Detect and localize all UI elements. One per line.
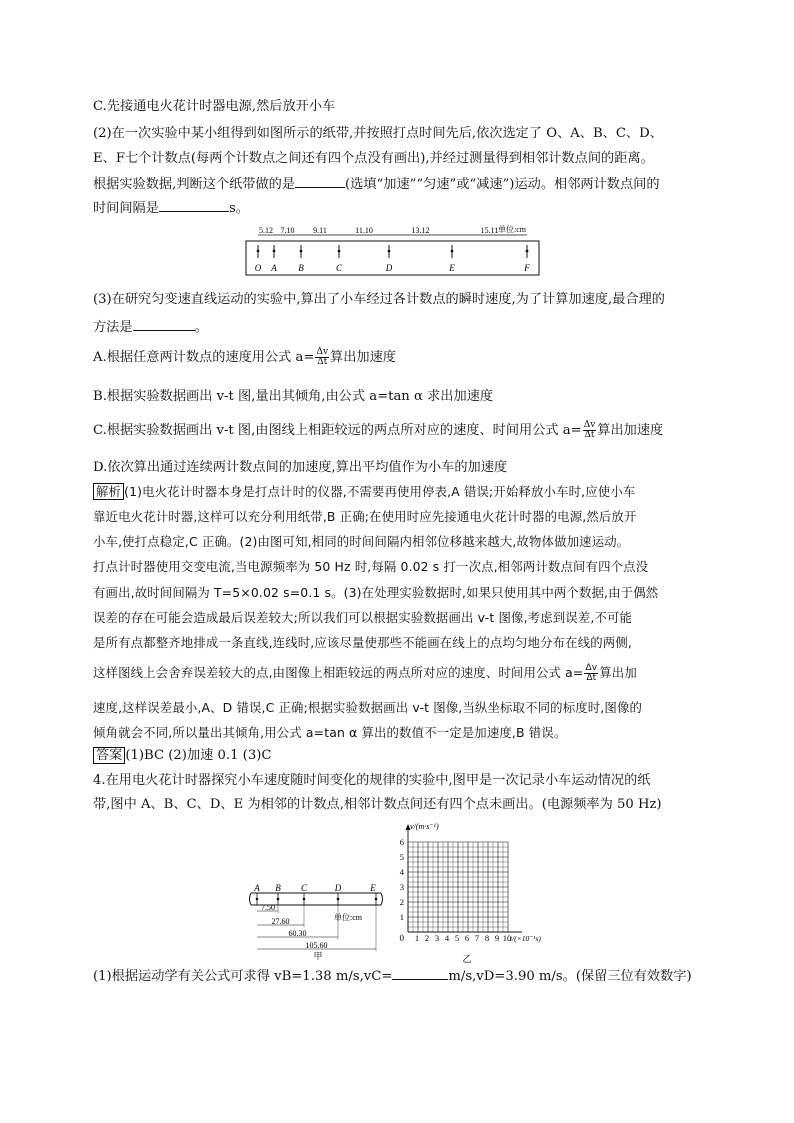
- x-tick-label: 8: [484, 933, 490, 943]
- analysis-line6: 误差的存在可能会造成最后误差较大;所以我们可以根据实验数据画出 v-t 图像,考虑到误差,不可能: [93, 610, 633, 625]
- distance-label: 7.50: [261, 903, 275, 912]
- interval-blank[interactable]: [159, 197, 229, 212]
- q4-sub1-text: (1)根据运动学有关公式可求得 vB=1.38 m/s,vC=: [93, 969, 393, 984]
- x-tick-label: 10: [502, 933, 512, 943]
- y-tick-label: 1: [399, 912, 404, 922]
- count-point-label: O: [254, 263, 262, 273]
- fraction-dv-dt: [584, 664, 598, 683]
- y-axis-label: v/(m·s⁻¹): [410, 822, 439, 831]
- count-point-dot: [451, 250, 454, 253]
- tape2-unit: 单位:cm: [334, 913, 362, 922]
- part2-line1: (2)在一次实验中某小组得到如图所示的纸带,并按照打点时间先后,依次选定了 O、A、B、C、D、: [93, 126, 663, 141]
- count-point-dot: [388, 250, 391, 253]
- q4-sub1: [93, 965, 692, 986]
- option-b: B.根据实验数据画出 v-t 图,量出其倾角,由公式 a=tan α 求出加速度: [93, 389, 494, 404]
- y-tick-label: 5: [399, 852, 404, 862]
- count-point-dot: [277, 898, 280, 901]
- count-point-label: B: [298, 263, 304, 273]
- x-tick-label: 5: [454, 933, 460, 943]
- distance-label: 60.30: [288, 929, 307, 938]
- option-a: [93, 348, 396, 367]
- part2-line3: [93, 173, 660, 194]
- tape-body: [246, 241, 539, 275]
- fraction-num: Δv: [316, 347, 329, 357]
- tape1-unit: 单位:cm: [498, 225, 526, 234]
- analysis-line4: 打点计时器使用交变电流,当电源频率为 50 Hz 时,每隔 0.02 s 打一次点,相邻两计数点间有四个点没: [93, 559, 649, 574]
- analysis-line9: 速度,这样误差最小,A、D 错误,C 正确;根据实验数据画出 v-t 图像,当纵坐标取不同的标度时,图像的: [93, 700, 643, 715]
- x-tick-label: 6: [464, 933, 470, 943]
- origin-label: 0: [399, 933, 404, 943]
- analysis-line1: [93, 483, 635, 501]
- fraction-dv-dt: [583, 421, 597, 440]
- x-tick-label: 9: [494, 933, 500, 943]
- count-point-label: D: [334, 883, 342, 893]
- count-point-dot: [375, 898, 378, 901]
- fraction-num: Δv: [585, 663, 598, 673]
- analysis-line3: 小车,使打点稳定,C 正确。(2)由图可知,相同的时间间隔内相邻位移越来越大,故物体做加速运动。: [93, 534, 630, 549]
- count-point-label: B: [275, 883, 281, 893]
- distance-label: 7.10: [280, 226, 295, 235]
- part2-line2: E、F七个计数点(每两个计数点之间还有四个点没有画出),并经过测量得到相邻计数点间的距离。: [93, 151, 654, 166]
- x-tick-label: 4: [444, 933, 450, 943]
- option-d: D.依次算出通过连续两计数点间的加速度,算出平均值作为小车的加速度: [93, 460, 508, 475]
- analysis-line8-end: 算出加: [599, 665, 637, 680]
- graph-caption: 乙: [462, 954, 472, 964]
- vc-blank[interactable]: [392, 965, 448, 980]
- q4-line1: 4.在用电火花计时器探究小车速度随时间变化的规律的实验中,图甲是一次记录小车运动情况的纸: [93, 773, 651, 788]
- count-point-label: F: [524, 263, 530, 273]
- distance-label: 27.60: [271, 917, 290, 926]
- answer-line: [93, 747, 271, 765]
- fraction-den: Δt: [586, 673, 597, 683]
- distance-label: 13.12: [411, 226, 430, 235]
- option-a-text: A.根据任意两计数点的速度用公式 a=: [93, 350, 315, 365]
- method-blank[interactable]: [133, 316, 195, 331]
- analysis-line8-text: 这样图线上会舍弃误差较大的点,由图像上相距较远的两点所对应的速度、时间用公式 a=: [93, 665, 584, 680]
- count-point-dot: [526, 250, 529, 253]
- part3-line1: (3)在研究匀变速直线运动的实验中,算出了小车经过各计数点的瞬时速度,为了计算加速度,最合理的: [93, 292, 665, 307]
- count-point-dot: [273, 250, 276, 253]
- fraction-dv-dt: [315, 348, 329, 367]
- distance-label: 9.11: [313, 226, 327, 235]
- x-tick-label: 7: [474, 933, 480, 943]
- q4-line2: 带,图中 A、B、C、D、E 为相邻的计数点,相邻计数点间还有四个点未画出。(电源频率为 50 Hz): [93, 797, 662, 812]
- answer-tag: 答案: [93, 747, 125, 764]
- fraction-num: Δv: [583, 420, 596, 430]
- part2-line4-text2: s。: [228, 201, 249, 216]
- option-c: C.先接通电火花计时器电源,然后放开小车: [93, 99, 336, 114]
- x-tick-label: 2: [424, 933, 430, 943]
- distance-label: 15.11: [480, 226, 499, 235]
- tape2-caption: 甲: [313, 951, 323, 961]
- part2-line4-text: 时间间隔是: [93, 201, 159, 216]
- part3-line2-text: 方法是: [93, 320, 133, 335]
- analysis-line8: [93, 664, 637, 683]
- q4-sub1-end: m/s,vD=3.90 m/s。(保留三位有效数字): [448, 969, 692, 984]
- count-point-label: E: [449, 263, 455, 273]
- part2-line4: [93, 197, 249, 218]
- x-tick-label: 3: [434, 933, 440, 943]
- x-tick-label: 1: [414, 933, 420, 943]
- option-c2: [93, 421, 663, 440]
- count-point-dot: [300, 250, 303, 253]
- distance-label: 11.10: [355, 226, 373, 235]
- paper-tape-figure-1: [244, 224, 544, 282]
- y-tick-label: 6: [399, 837, 404, 847]
- count-point-dot: [257, 250, 260, 253]
- vt-graph: [392, 820, 562, 966]
- x-axis-label: t/(×10⁻¹s): [510, 934, 541, 943]
- motion-type-blank[interactable]: [295, 173, 345, 188]
- distance-label: 105.60: [305, 941, 328, 950]
- analysis-tag: 解析: [93, 483, 124, 500]
- distance-label: 5.12: [259, 226, 273, 235]
- analysis-line7: 是所有点都整齐地排成一条直线,连线时,应该尽量使那些不能画在线上的点均匀地分布在线的两侧,: [93, 635, 632, 650]
- count-point-dot: [338, 250, 341, 253]
- y-tick-label: 2: [399, 897, 404, 907]
- count-point-label: C: [300, 883, 308, 893]
- part3-line2-end: 。: [194, 320, 208, 335]
- analysis-line2: 靠近电火花计时器,这样可以充分利用纸带,B 正确;在使用时应先接通电火花计时器的电源,然后放开: [93, 509, 637, 524]
- analysis-text: (1)电火花计时器本身是打点计时的仪器,不需要再使用停表,A 错误;开始释放小车时,应使小车: [124, 484, 636, 499]
- part2-line3-text: 根据实验数据,判断这个纸带做的是: [93, 177, 296, 192]
- answer-text: (1)BC (2)加速 0.1 (3)C: [125, 748, 272, 763]
- count-point-label: A: [254, 883, 260, 893]
- count-point-dot: [303, 898, 306, 901]
- analysis-line5: 有画出,故时间间隔为 T=5×0.02 s=0.1 s。(3)在处理实验数据时,如果只使用其中两个数据,由于偶然: [93, 585, 659, 600]
- fraction-den: Δt: [584, 430, 595, 440]
- count-point-dot: [256, 898, 259, 901]
- count-point-label: D: [385, 263, 393, 273]
- count-point-label: A: [271, 263, 277, 273]
- paper-tape-figure-2: [248, 880, 388, 962]
- y-tick-label: 4: [399, 867, 404, 877]
- part3-line2: [93, 316, 208, 337]
- option-c2-text: C.根据实验数据画出 v-t 图,由图线上相距较远的两点所对应的速度、时间用公式 a=: [93, 423, 582, 438]
- y-tick-label: 3: [399, 882, 404, 892]
- count-point-dot: [337, 898, 340, 901]
- analysis-line10: 倾角就会不同,所以量出其倾角,用公式 a=tan α 算出的数值不一定是加速度,B 错误。: [93, 725, 567, 740]
- option-a-end: 算出加速度: [330, 350, 396, 365]
- count-point-label: E: [370, 883, 376, 893]
- count-point-label: C: [335, 263, 343, 273]
- option-c2-end: 算出加速度: [597, 423, 664, 438]
- part2-line3-text2: (选填“加速”“匀速”或“减速”)运动。相邻两计数点间的: [345, 177, 660, 192]
- fraction-den: Δt: [317, 357, 328, 367]
